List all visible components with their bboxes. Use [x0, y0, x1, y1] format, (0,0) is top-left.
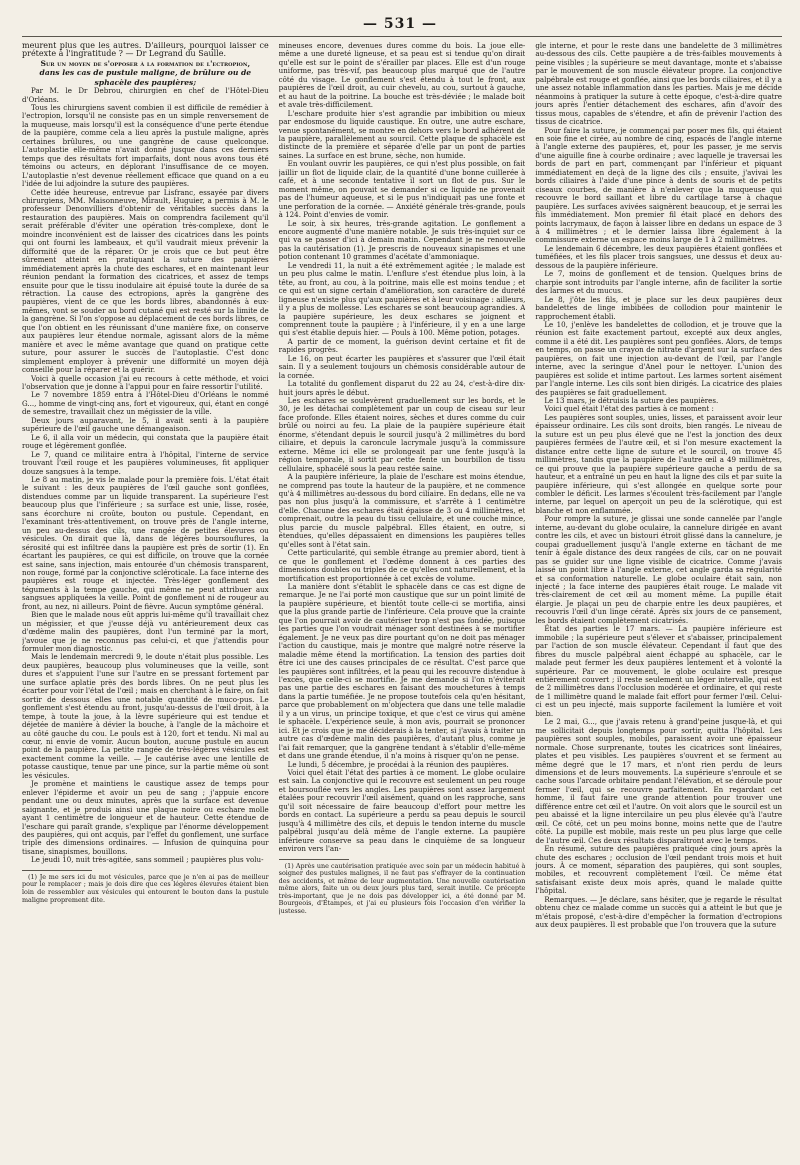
paragraph: Je promène et maintiens le caustique assez de temps pour enlever l'épiderme et avoir un peu de sang ; j'appuie encore pendant une ou deux minutes, après que la surface est devenue saignante, et je produis ainsi une plaque noire ou eschare molle ayant 1 centimètre de longueur et de hauteur. Cette étendue de l'eschare qui paraît grande, s'explique par l'énorme développement des paupières, qui ont acquis, par l'effet du gonflement, une surface triple des dimensions ordinaires. — Infusion de quinquina pour tisane, sinapismes, bouillons.	[22, 779, 269, 856]
paragraph: Le 7, quand ce militaire entra à l'hôpital, l'interne de service trouvant l'œil rouge et les paupières volumineuses, fit appliquer douze sangsues à la tempe.	[22, 449, 269, 476]
paragraph: A la paupière inférieure, la plaie de l'eschare est moins étendue, ne comprend pas toute la hauteur de la paupière, et ne commence qu'à 4 millimètres au-dessous du bord ciliaire. En dedans, elle ne va pas non plus jusqu'à la commissure, et s'arrête à 1 centimètre d'elle. Chacune des eschares était épaisse de 3 ou 4 millimètres, et comprenait, outre la peau du tissu cellulaire, et une couche mince, plus parcie du muscle palpébral. Elles étaient, en outre, si étendues, qu'elles dépassaient en dimensions les paupières telles qu'elles sont à l'état sain.	[278, 472, 526, 549]
paragraph: En résumé, suture des paupières pratiquée cinq jours après la chute des eschares ; occlusion de l'œil pendant trois mois et huit jours. À ce moment, séparation des paupières, qui sont souples, mobiles, et recouvrent complètement l'œil. Ce même état satisfaisant existe deux mois après, quand le malade quitte l'hôpital.	[535, 844, 783, 896]
paragraph: Voici à quelle occasion j'ai eu recours à cette méthode, et voici l'observation que je donne à l'appui pour en faire ressortir l'utilité.	[22, 373, 269, 391]
paragraph: Deux jours auparavant, le 5, il avait senti à la paupière supérieure de l'œil gauche une démangeaison.	[22, 415, 269, 434]
paragraph: Le 10, j'enlève les bandelettes de collodion, et je trouve que la réunion est faite exactement partout, excepté aux deux angles, comme il a été dit. Les paupières sont peu gonflées. Alors, de temps en temps, on passe un crayon de nitrate d'argent sur la surface des paupières, on fait une injection au-devant de l'œil, par l'angle interne, avec la seringue d'Anel pour le nettoyer. L'union des paupières est solide et intime partout. Les larmes sortent aisément par l'angle interne. Les cils sont bien dirigés. La cicatrice des plaies des paupières se fait graduellement.	[535, 319, 783, 397]
paragraph: Cette idée heureuse, entrevue par Lisfranc, essayée par divers chirurgiens, MM. Maisonneuve, Mirault, Huguier, a permis à M. le professeur Denonvilliers d'obtenir de véritables succès dans la restauration des paupières. Mais on comprendra facilement qu'il serait préférable d'éviter une opération très-complexe, dont le moindre inconvénient est de laisser des cicatrices dans les points qui ont fourni les lambeaux, et qu'il vaudrait mieux prévenir la difformité que de la réparer. Or je crois que ce but peut être sûrement atteint en pratiquant la suture des paupières immédiatement après la chute des eschares, et en maintenant leur réunion pendant la formation des cicatrices, et assez de temps ensuite pour que le tissu inodulaire ait épuisé toute la durée de sa rétraction. La cause des ectropions, après la gangrène des paupières, vient de ce que les bords libres, abandonnés à eux-mêmes, vont se souder au bord cutané qui est resté sur la limite de la gangrène. Si l'on s'oppose au déplacement de ces bords libres, ce que l'on obtient en les réunissant d'une manière fixe, on conserve aux paupières leur étendue normale, agissant alors de la même manière et avec le même avantage que quand on pratique cette suture, pour assurer le succès de l'autoplastie. C'est donc simplement employer à prévenir une difformité un moyen déjà conseillé pour la réparer et la guérir.	[22, 187, 269, 375]
article-byline: Par M. le Dr Debrou, chirurgien en chef de l'Hôtel-Dieu d'Orléans.	[22, 86, 269, 104]
paragraph: Voici quel était l'état des parties à ce moment :	[544, 404, 714, 414]
footnote	[22, 874, 269, 904]
paragraph: Bien que le malade nous eût appris lui-même qu'il travaillait chez un mégissier, et que j'eusse déjà vu antérieurement deux cas d'œdème malin des paupières, dont l'un terminé par la mort, j'avoue que je ne reconnus pas celui-ci, et que j'attendis pour formuler mon diagnostic.	[22, 610, 269, 654]
paragraph: A partir de ce moment, la guérison devint certaine et fit de rapides progrès.	[278, 336, 526, 355]
paragraph: mineuses encore, devenues dures comme du bois. La joue elle-même a une dureté ligneuse, et sa peau est si tendue qu'on dirait qu'elle est sur le point de s'érailler par places. Elle est d'un rouge uniforme, pas très-vif, pas beaucoup plus marqué que de l'autre côté du visage. Le gonflement s'est étendu à tout le front, aux paupières de l'œil droit, au cuir chevelu, au cou, surtout à gauche, et au haut de la poitrine. La bouche est très-déviée ; le malade boit et avale très-difficilement.	[278, 42, 526, 110]
lead-text: meurent plus que les autres. D'ailleurs, pourquoi laisser ce prétexte à l'ingratitude ? — Dr Legrand du Saulle.	[22, 42, 269, 59]
footnote	[279, 863, 526, 916]
article-title-line-1: Sur un moyen de s'opposer à la formation de l'ectropion,	[40, 58, 251, 68]
header-rule	[22, 36, 782, 37]
paragraph: Tous les chirurgiens savent combien il est difficile de remédier à l'ectropion, lorsqu'il ne consiste pas en un simple renversement de la muqueuse, mais lorsqu'il est la conséquence d'une perte étendue de la paupière, comme cela a lieu après la pustule maligne, après certaines brûlures, ou une gangrène de cause quelconque. L'autoplastie elle-même n'avait donné jusque dans ces derniers temps que des résultats fort imparfaits, dont nous avons tous été témoins ou acteurs, en déplorant l'insuffisance de ce moyen. L'autoplastie n'est devenue réellement efficace que quand on a eu l'idée de lui adjoindre la suture des paupières.	[22, 103, 269, 189]
paragraph: Le 16, on peut écarter les paupières et s'assurer que l'œil était sain. Il y a seulement toujours un chémosis considérable autour de la cornée.	[278, 353, 526, 380]
footnote-rule	[279, 859, 349, 860]
paragraph: La totalité du gonflement disparut du 22 au 24, c'est-à-dire dix-huit jours après le début.	[278, 379, 526, 397]
article-title	[22, 59, 269, 87]
paragraph: Le lundi, 5 décembre, je procédai à la réunion des paupières.	[287, 759, 509, 769]
paragraph: Le vendredi 11, la nuit a été extrêmement agitée ; le malade est un peu plus calme le matin. L'enflure s'est étendue plus loin, à la tête, au front, au cou, à la poitrine, mais elle est moins tendue ; et ce qui est un signe certain d'amélioration, son caractère de dureté ligneuse n'existe plus qu'aux paupières et à leur voisinage : ailleurs, il y a plus de mollesse. Les eschares se sont beaucoup agrandies. A la paupière supérieure, les deux eschares se joignent et comprennent toute la paupière ; à l'inférieure, il y en a une large qui s'est établie depuis hier. — Pouls à 100. Même potion, potages.	[278, 260, 526, 338]
paragraph: Le 7 novembre 1859 entra à l'Hôtel-Dieu d'Orléans le nommé G..., homme de vingt-cinq ans, fort et vigoureux, qui, étant en congé de semestre, travaillait chez un mégissier de la ville.	[22, 390, 269, 417]
column-2	[279, 42, 526, 1151]
paragraph: Remarques. — Je déclare, sans hésiter, que je regarde le résultat obtenu chez ce malade comme un succès qui a atteint le but que je m'étais proposé, c'est-à-dire d'empêcher la formation d'ectropions aux deux paupières. Il est probable que l'on trouvera que la suture	[535, 894, 783, 930]
paragraph: Voici quel était l'état des parties à ce moment. Le globe oculaire est sain. La conjonctive qui le recouvre est seulement un peu rouge et boursouflée vers les angles. Les paupières sont assez largement étalées pour recouvrir l'œil aisément, quand on les rapproche, sans qu'il soit nécessaire de faire beaucoup d'effort pour mettre les bords en contact. La supérieure a perdu sa peau depuis le sourcil jusqu'à 4 millimètre des cils, et depuis le tendon interne du muscle palpébral jusqu'au delà même de l'angle externe. La paupière inférieure conserve sa peau dans le cinquième de sa longueur environ vers l'an-	[278, 767, 526, 854]
paragraph: Pour faire la suture, je commençai par poser mes fils, qui étaient en soie fine et cirée, au nombre de cinq, espacés de l'angle interne à l'angle externe des paupières, et, pour les passer, je me servis d'une aiguille fine à courbe ordinaire ; avec laquelle je traversai les bords de part en part, commençant par l'inférieur et piquant immédiatement en deçà de la ligne des cils ; ensuite, j'avivai les bords ciliaires à l'aide d'une pince à dents de souris et de petits ciseaux courbes, de manière à n'enlever que la muqueuse qui recouvre le bord saillant et libre du cartilage tarse à chaque paupière. Les surfaces avivées saignèrent beaucoup, et je serrai les fils immédiatement. Mon premier fil était placé en dehors des points lacrymaux, de façon à laisser libre en dedans un espace de 3 à 4 millimètres ; et le dernier laissa libre également à la commissure externe un espace moins large de 1 à 2 millimètres.	[535, 125, 783, 245]
page-number: — 531 —	[363, 16, 437, 32]
footnote-text: (1) Je me sers ici du mot vésicules, parce que je n'en ai pas de meilleur pour le remplacer ; mais je dois dire que ces légères élevures étaient bien loin de ressembler aux vésicules qui entourent le bouton dans la pustule maligne proprement dite.	[22, 872, 269, 904]
paragraph: Le 13 mars, je détruisis la suture des paupières.	[544, 396, 719, 406]
article-title-line-2: dans les cas de pustule maligne, de brûlure ou de sphacèle des paupières;	[39, 68, 252, 87]
column-3	[535, 42, 782, 1151]
paragraph: Le 8 au matin, je vis le malade pour la première fois. L'état était le suivant : les deux paupières de l'œil gauche sont gonflées, distendues comme par un liquide transparent. La supérieure l'est beaucoup plus que l'inférieure ; sa surface est unie, lisse, rosée, sans écorchure ni croûte, bouton ou pustule. Cependant, en l'examinant très-attentivement, on trouve près de l'angle interne, un peu au-dessus des cils, une rangée de petites élevures ou vésicules. On dirait que là, dans de légères boursouflures, la sérosité qui est infiltrée dans la paupière est près de sortir (1). En écartant les paupières, ce qui est difficile, on trouve que la cornée est saine, sans injection, mais entourée d'un chémosis transparent, non rouge, formé par la conjonctive scléroticale. La face interne des paupières est rouge et injectée. Très-léger gonflement des téguments à la tempe gauche, qui même ne peut attribuer aux sangsues appliquées la veille. Point de gonflement ni de rougeur au front, au nez, ni ailleurs. Point de fièvre. Aucun symptôme général.	[22, 474, 269, 611]
column-1-body	[22, 104, 269, 865]
paragraph: Les paupières sont souples, unies, lisses, et paraissent avoir leur épaisseur ordinaire. Les cils sont droits, bien rangés. Le niveau de la suture est un peu plus élevé que ne l'est la jonction des deux paupières fermées de l'autre œil, et si l'on mesure exactement la distance entre cette ligne de suture et le sourcil, on trouve 45 millimètres, tandis que la paupière de l'autre œil a 49 millimètres, ce qui prouve que la paupière supérieure gauche a perdu de sa hauteur, et a entraîné un peu en haut la ligne des cils et par suite la paupière inférieure, qui s'est allongée en quelque sorte pour combler le déficit. Les larmes s'écoulent très-facilement par l'angle interne, par lequel on aperçoit un peu de la sclérotique, qui est blanche et non enflammée.	[535, 412, 783, 515]
paragraph: Le 2 mai, G..., que j'avais retenu à grand'peine jusque-là, et qui me sollicitait depuis longtemps pour sortir, quitta l'hôpital. Les paupières sont souples, mobiles, paraissent avoir une épaisseur normale. Chose surprenante, toutes les cicatrices sont linéaires, plates et peu visibles. Les paupières s'ouvrent et se ferment au même degré que le 17 mars, et n'ont rien perdu de leurs dimensions et de leurs mouvements. La supérieure s'enroule et se cache sous l'arcade orbitaire pendant l'élévation, et se déroule pour fermer l'œil, qui se recouvre parfaitement. En regardant cet homme, il faut faire une grande attention pour trouver une différence entre cet œil et l'autre. On voit alors que le sourcil est un peu abaissé et la ligne intercilaire un peu plus élevée qu'à l'autre œil. Ce côté, cet un peu moins bonne, moins nette que de l'autre côté. La pupille est mobile, mais reste un peu plus large que celle de l'autre œil. Ces deux résultats disparaîtront avec le temps.	[535, 717, 783, 845]
paragraph: gle interne, et pour le reste dans une bandelette de 3 millimètres au-dessous des cils. Cette paupière a de très-faibles mouvements à peine visibles ; la supérieure se meut davantage, monte et s'abaisse par le mouvement de son muscle élévateur propre. La conjonctive palpébrale est rouge et gonflée, ainsi que les bords ciliaires, et il y a une assez notable inflammation dans les parties. Mais je me décide néanmoins à pratiquer la suture à cette époque, c'est-à-dire quatre jours après l'entier détachement des eschares, afin d'avoir des tissus mous, capables de s'étendre, et afin de prévenir l'action des tissus de cicatrice.	[535, 42, 783, 127]
paragraph: Mais le lendemain mercredi 9, le doute n'était plus possible. Les deux paupières, beaucoup plus volumineuses que la veille, sont dures et s'appuient l'une sur l'autre en se pressant fortement par une surface aplatie près des bords libres. On ne peut plus les écarter pour voir l'état de l'œil ; mais en cherchant à le faire, on fait sortir de dessous elles une notable quantité de muco-pus. Le gonflement s'est étendu au front, jusqu'au-dessus de l'œil droit, à la tempe, à toute la joue, à la lèvre supérieure qui est tendue et déjetée de manière à dévier la bouche, à l'angle de la mâchoire et au côté gauche du cou. Le pouls est à 120, fort et tendu. Ni mal au cœur, ni envie de vomir. Aucun bouton, aucune pustule en aucun point de la paupière. La petite rangée de très-légères vésicules est exactement comme la veille. — Je cautérise avec une lentille de potasse caustique, tenue par une pince, sur la partie même où sont les vésicules.	[22, 652, 269, 780]
paragraph: Le 8, j'ôte les fils, et je place sur les deux paupières deux bandelettes de linge imbibées de collodion pour maintenir le rapprochement établi.	[535, 294, 783, 321]
paragraph: Le jeudi 10, nuit très-agitée, sans sommeil ; paupières plus volu-	[31, 855, 264, 865]
paragraph: En voulant ouvrir les paupières, ce qui n'est plus possible, on fait jaillir un flot de liquide clair, de la quantité d'une bonne cuillerée à café, et à une seconde tentative il sort un flot de pus. Sur le moment même, on pouvait se demander si ce liquide ne provenait pas de l'humeur aqueuse, et si le pus n'indiquait pas une fonte et une perforation de la cornée. — Anxiété générale très-grande, pouls à 124. Point d'envies de vomir.	[278, 159, 526, 220]
paragraph: Le soir, à six heures, très-grande agitation. Le gonflement a encore augmenté d'une manière notable. Je suis très-inquiet sur ce qui va se passer d'ici à demain matin. Cependant je ne renouvelle pas la cautérisation (1). Je prescris de nouveaux sinapismes et une potion contenant 10 grammes d'acétate d'ammoniaque.	[278, 218, 526, 262]
columns	[22, 42, 782, 1151]
paragraph: La manière dont s'établit le sphacèle dans ce cas est digne de remarque. Je ne l'ai porté mon caustique que sur un point limité de la paupière supérieure, et bientôt toute celle-ci se mortifia, ainsi que la plus grande partie de l'inférieure. Cela prouve que la crainte que l'on pourrait avoir de cautériser trop n'est pas fondée, puisque les parties que l'on voudrait ménager sont destinées à se mortifier également. Je ne veux pas dire pourtant qu'on ne doit pas ménager l'action du caustique, mais je montre que malgré notre réserve la maladie même étend la mortification. La tension des parties doit être ici une des causes principales de ce résultat. C'est parce que les paupières sont infiltrées, et la peau qui les recouvre distendue à l'excès, que celle-ci se mortifie. Je me demande si l'on n'éviterait pas une partie des eschares en faisant des mouchetures à temps dans la partie tuméfiée. Je ne propose toutefois cela qu'en hésitant, parce que probablement on m'objectera que dans une telle maladie il y a un virus, un principe toxique, et que c'est ce virus qui amène le sphacèle. L'expérience seule, à mon avis, pourrait se prononcer ici. Et je crois que je me déciderais à la tenter, si j'avais à traiter un autre cas d'œdème malin des paupières, d'autant plus, comme je l'ai fait remarquer, que la gangrène tendant à s'établir d'elle-même et dans une grande étendue, il n'a moins à risquer qu'on ne pense.	[278, 582, 526, 761]
paragraph: Cette particularité, qui semble étrange au premier abord, tient à ce que le gonflement et l'œdème donnent à ces parties des dimensions doubles ou triples de ce qu'elles ont naturellement, et la mortification est proportionnée à cet excès de volume.	[278, 548, 526, 583]
footnote-rule	[22, 870, 92, 871]
paragraph: Le 6, il alla voir un médecin, qui constata que la paupière était rouge et légèrement gonflée.	[22, 432, 269, 451]
paragraph: Le 7, moins de gonflement et de tension. Quelques brins de charpie sont introduits par l'angle interne, afin de faciliter la sortie des larmes et du mucus.	[535, 269, 783, 296]
paragraph: L'eschare produite hier s'est agrandie par imbibition ou mieux par endosmose du liquide caustique. En outre, une autre eschare, venue spontanément, se montre en dehors vers le bord adhérent de la paupière, parallèlement au sourcil. Cette plaque de sphacèle est distincte de la première et séparée d'elle par un pont de parties saines. La surface en est brune, sèche, non humide.	[278, 108, 526, 160]
footnote-text: (1) Après une cautérisation pratiquée avec soin par un médecin habitué à soigner des pustules malignes, il ne faut pas s'effrayer de la continuation des accidents, et même de leur augmentation. Une nouvelle cautérisation même alors, faite un ou deux jours plus tard, serait inutile. Ce précepte très-important, que je ne dois pas développer ici, a été donné par M. Bourgeois, d'Étampes, et j'ai eu plusieurs fois l'occasion d'en vérifier la justesse.	[278, 861, 526, 916]
paragraph: Pour rompre la suture, je glissai une sonde cannelée par l'angle interne, au-devant du globe oculaire, la cannelure dirigée en avant contre les cils, et avec un bistouri étroit glissé dans la cannelure, je coupai graduellement jusqu'à l'angle externe en tâchant de me tenir à égale distance des deux rangées de cils, car on ne pouvait pas se guider sur une ligne visible de cicatrice. Comme j'avais laissé un point libre à l'angle externe, cet angle garda sa régularité et sa conformation naturelle. Le globe oculaire était sain, non injecté ; la face interne des paupières était rouge. Le malade vit très-clairement de cet œil au moment même. La pupille était élargie. Je plaçai un peu de charpie entre les deux paupières, et recouvris l'œil d'un linge cératé. Après six jours de ce pansement, les bords étaient complètement cicatrisés.	[535, 514, 783, 625]
paragraph: Le lendemain 6 décembre, les deux paupières étaient gonflées et tuméfiées, et les fils placer trois sangsues, une dessus et deux au-dessous de la paupière inférieure.	[535, 243, 783, 270]
column-1	[22, 42, 269, 1151]
paragraph: État des parties le 17 mars. — La paupière inférieure est immobile ; la supérieure peut s'élever et s'abaisser, principalement par l'action de son muscle élévateur. Cependant il faut que des fibres du muscle palpébral aient échappé au sphacèle, car le malade peut fermer les deux paupières lentement et à volonté la supérieure. Par ce mouvement, le globe oculaire est presque entièrement couvert ; il reste seulement un léger intervalle, qui est de 2 millimètres dans l'occlusion modérée et ordinaire, et qui reste de 1 millimètre quand le malade fait effort pour fermer l'œil. Celui-ci est un peu injecté, mais supporte facilement la lumière et voit bien.	[535, 624, 783, 718]
paragraph: Les eschares se soulevèrent graduellement sur les bords, et le 30, je les détachai complètement par un coup de ciseau sur leur face profonde. Elles étaient noires, sèches et dures comme du cuir brûlé ou noirci au feu. La plaie de la paupière supérieure était énorme, s'étendant depuis le sourcil jusqu'à 2 millimètres du bord ciliaire, et depuis la caroncule lacrymale jusqu'à la commissure externe. Même ici elle se prolongeait par une fente jusqu'à la région temporale, il sortit par cette fente un bourbillon de tissu cellulaire, sphacélé sous la peau restée saine.	[278, 396, 526, 473]
